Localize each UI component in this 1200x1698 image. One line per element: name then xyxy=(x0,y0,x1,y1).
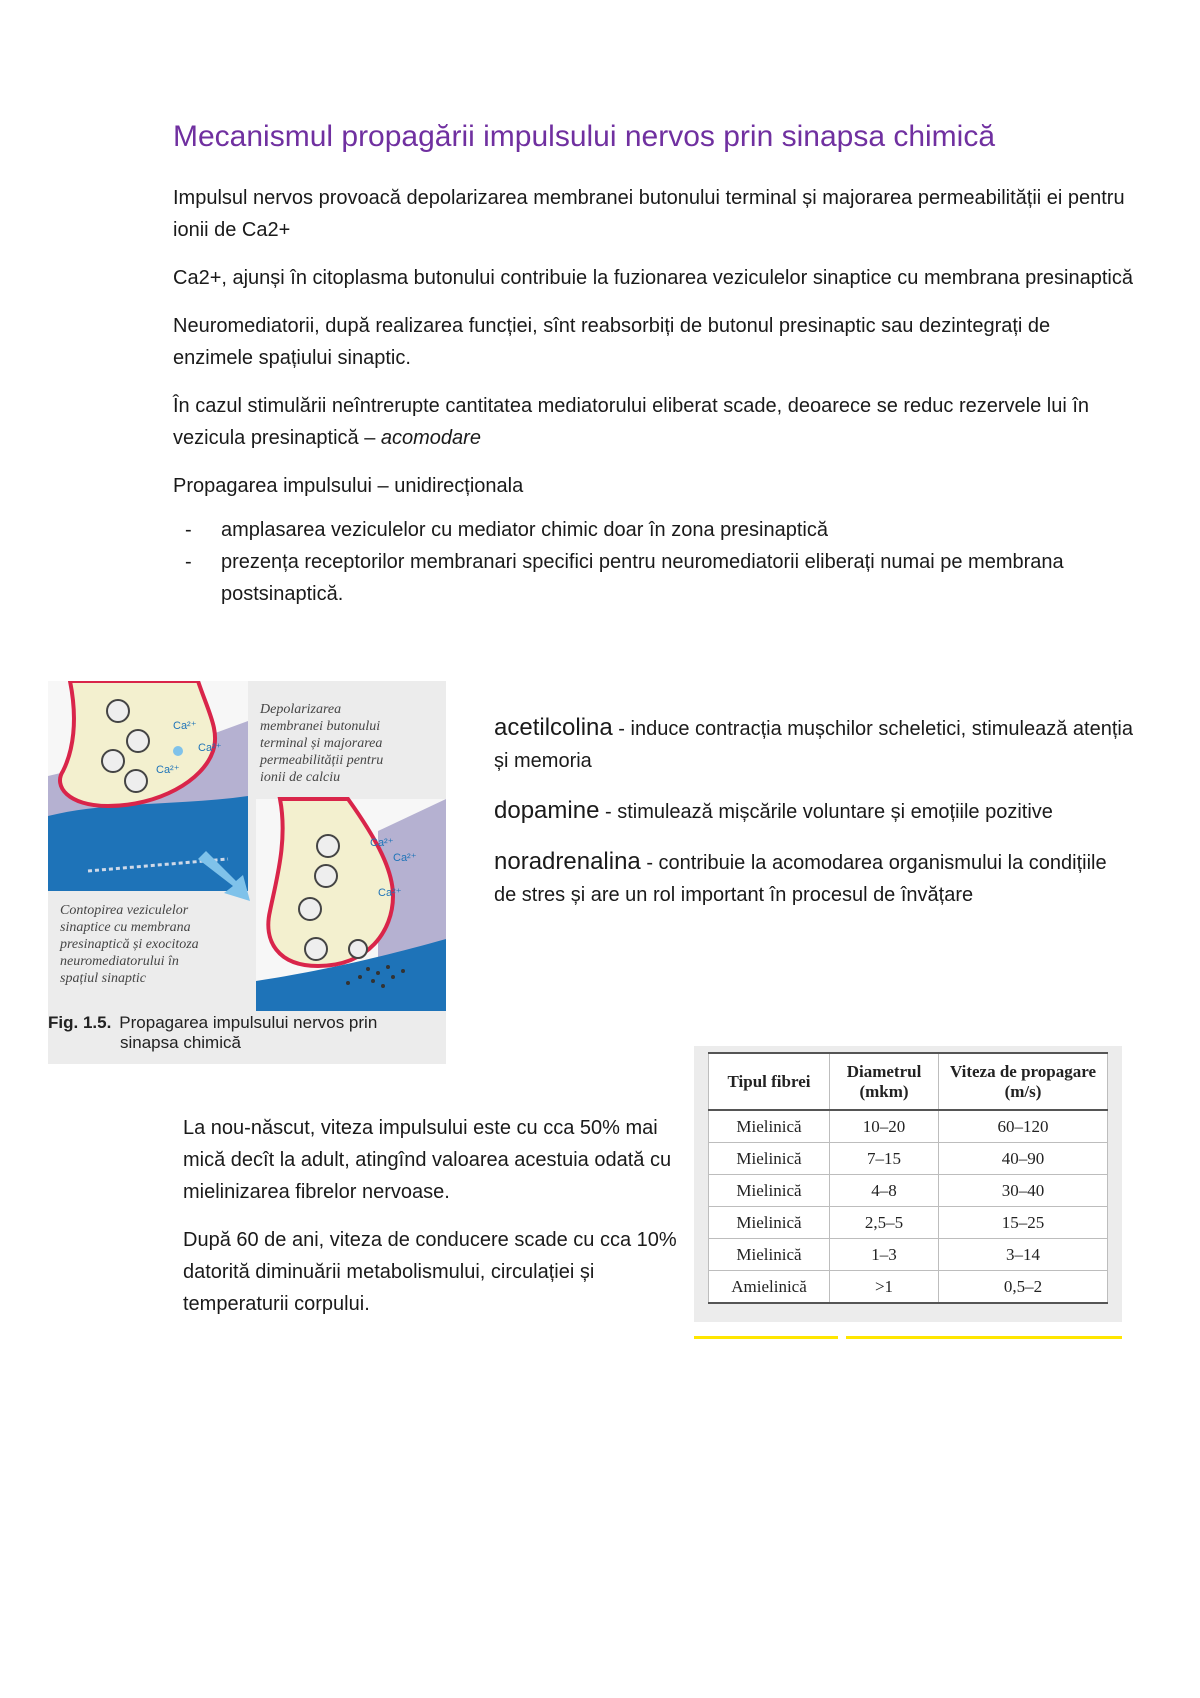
figure-caption xyxy=(48,1013,446,1053)
bullet-list xyxy=(173,514,1133,610)
neurotransmitter-name: noradrenalina xyxy=(494,848,641,875)
highlight-line xyxy=(846,1336,1122,1339)
table-row xyxy=(709,1143,1108,1175)
annotation-line: ionii de calciu xyxy=(260,770,341,785)
table-cell: >1 xyxy=(830,1271,939,1304)
table-cell: Mielinică xyxy=(709,1207,830,1239)
ion-label-2: Ca²⁺ xyxy=(198,742,222,754)
annotation-line: Contopirea veziculelor xyxy=(60,903,189,918)
paragraph-neuromediators: Neuromediatorii, după realizarea funcției, sînt reabsorbiți de butonul presinaptic sau dezintegrați de enzimele spațiului sinaptic. xyxy=(173,315,1051,369)
table-cell: 30–40 xyxy=(939,1175,1108,1207)
caption-line: Propagarea impulsului nervos prin xyxy=(119,1013,378,1032)
table-row xyxy=(709,1271,1108,1304)
neurotransmitter-description: - contribuie la acomodarea organismului la condițiile de stres și are un rol important în procesul de învățare xyxy=(494,852,1107,906)
neurotransmitter-description: - induce contracția mușchilor scheletici, stimulează atenția și memoria xyxy=(494,718,1133,772)
highlight-line xyxy=(694,1336,838,1339)
table-cell: 40–90 xyxy=(939,1143,1108,1175)
annotation-fusion xyxy=(59,903,199,986)
annotation-line: sinaptice cu membrana xyxy=(60,920,191,935)
list-item xyxy=(173,514,1133,546)
paragraph-unidirectional: Propagarea impulsului – unidirecționala xyxy=(173,475,524,497)
annotation-line: permeabilității pentru xyxy=(260,753,384,768)
table-cell: 10–20 xyxy=(830,1110,939,1143)
table-cell: 3–14 xyxy=(939,1239,1108,1271)
neurotransmitter-list xyxy=(494,712,1134,929)
table-cell: Mielinică xyxy=(709,1175,830,1207)
accommodation-text: În cazul stimulării neîntrerupte cantitatea mediatorului eliberat scade, deoarece se reduc rezervele lui în vezicula presinaptică – xyxy=(173,395,1090,449)
table-cell: Mielinică xyxy=(709,1143,830,1175)
bullet-marker: - xyxy=(185,551,192,573)
table-cell: 4–8 xyxy=(830,1175,939,1207)
column-header: Diametrul (mkm) xyxy=(830,1053,939,1110)
table-cell: Mielinică xyxy=(709,1110,830,1143)
table-cell: 0,5–2 xyxy=(939,1271,1108,1304)
list-item xyxy=(494,846,1134,911)
paragraph-accommodation xyxy=(173,390,1133,454)
ion-label-6: Ca²⁺ xyxy=(378,887,402,899)
age-paragraph-elderly: După 60 de ani, viteza de conducere scade cu cca 10% datorită diminuării metabolismului, circulației și temperaturii corpului. xyxy=(183,1229,677,1315)
synapse-illustration xyxy=(48,681,446,1011)
page-title: Mecanismul propagării impulsului nervos prin sinapsa chimică xyxy=(173,120,996,153)
annotation-line: presinaptică și exocitoza xyxy=(60,937,199,952)
fiber-speed-table xyxy=(708,1052,1108,1304)
table-row xyxy=(709,1239,1108,1271)
table-cell: 1–3 xyxy=(830,1239,939,1271)
annotation-line: terminal și majorarea xyxy=(260,736,383,751)
annotation-line: membranei butonului xyxy=(260,719,381,734)
column-header: Tipul fibrei xyxy=(709,1053,830,1110)
age-paragraph-newborn: La nou-născut, viteza impulsului este cu cca 50% mai mică decît la adult, atingînd valoarea acestuia odată cu mielinizarea fibrelor nervoase. xyxy=(183,1117,672,1203)
synapse-figure xyxy=(48,681,446,1064)
bullet-text: prezența receptorilor membranari specifici pentru neuromediatorii eliberați numai pe membrana postsinaptică. xyxy=(221,551,1064,605)
list-item xyxy=(494,795,1134,828)
table-cell: 7–15 xyxy=(830,1143,939,1175)
column-header: Viteza de propagare (m/s) xyxy=(939,1053,1108,1110)
annotation-depolarization xyxy=(259,702,383,785)
annotation-line: neuromediatorului în xyxy=(60,954,179,969)
table-header-row xyxy=(709,1053,1108,1110)
paragraph-calcium: Ca2+, ajunși în citoplasma butonului contribuie la fuzionarea veziculelor sinaptice cu membrana presinaptică xyxy=(173,267,1133,289)
ion-label-5: Ca²⁺ xyxy=(393,852,417,864)
list-item xyxy=(494,712,1134,777)
table-cell: Amielinică xyxy=(709,1271,830,1304)
table-row xyxy=(709,1110,1108,1143)
annotation-line: spațiul sinaptic xyxy=(60,971,146,986)
age-notes xyxy=(183,1112,678,1336)
ion-label-4: Ca²⁺ xyxy=(370,837,394,849)
ion-label-1: Ca²⁺ xyxy=(173,720,197,732)
bullet-text: amplasarea veziculelor cu mediator chimic doar în zona presinaptică xyxy=(221,519,828,541)
table-cell: 60–120 xyxy=(939,1110,1108,1143)
list-item xyxy=(173,546,1133,610)
paragraph-depolarization: Impulsul nervos provoacă depolarizarea membranei butonului terminal și majorarea permeabilității ei pentru ionii de Ca2+ xyxy=(173,187,1125,241)
main-text xyxy=(173,182,1133,610)
bullet-marker: - xyxy=(185,519,192,541)
table-row xyxy=(709,1175,1108,1207)
neurotransmitter-description: - stimulează mișcările voluntare și emoțiile pozitive xyxy=(599,801,1053,823)
neurotransmitter-name: acetilcolina xyxy=(494,714,613,741)
table-cell: Mielinică xyxy=(709,1239,830,1271)
accommodation-term: acomodare xyxy=(380,427,481,449)
figure-number: Fig. 1.5. xyxy=(48,1013,112,1032)
ion-label-3: Ca²⁺ xyxy=(156,764,180,776)
fiber-table-figure xyxy=(694,1046,1122,1322)
table-cell: 2,5–5 xyxy=(830,1207,939,1239)
caption-line: sinapsa chimică xyxy=(120,1033,241,1052)
table-row xyxy=(709,1207,1108,1239)
annotation-line: Depolarizarea xyxy=(260,702,342,717)
neurotransmitter-name: dopamine xyxy=(494,797,600,824)
table-cell: 15–25 xyxy=(939,1207,1108,1239)
